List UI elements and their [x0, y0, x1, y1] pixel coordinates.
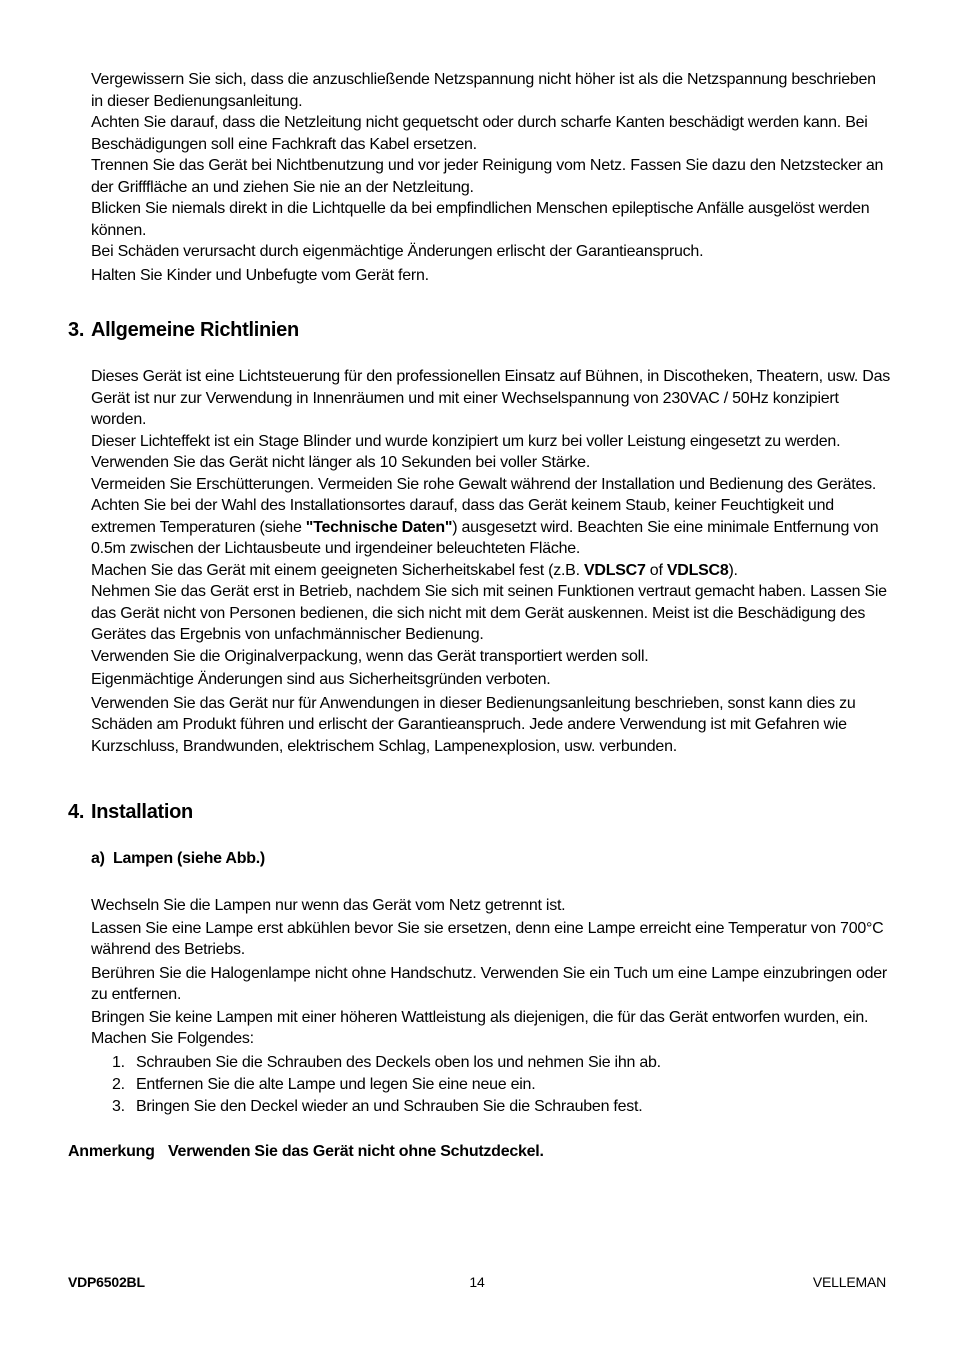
paragraph: Wechseln Sie die Lampen nur wenn das Gerät vom Netz getrennt ist. — [91, 897, 566, 914]
paragraph: Verwenden Sie die Originalverpackung, wenn das Gerät transportiert werden soll. — [91, 647, 649, 665]
step-number: 2. — [112, 1076, 125, 1093]
page-number: 14 — [469, 1274, 485, 1290]
product-code-vdlsc8: VDLSC8 — [666, 561, 729, 579]
step-number: 1. — [112, 1054, 125, 1071]
intro-paragraph: Trennen Sie das Gerät bei Nichtbenutzung und vor jeder Reinigung vom Netz. Fassen Sie dazu den Netzstecker an der Grifffläche an und ziehen Sie nie an der Netzleitung. — [91, 157, 884, 196]
intro-paragraph: Blicken Sie niemals direkt in die Lichtquelle da bei empfindlichen Menschen epileptische Anfälle ausgelöst werden können. — [91, 200, 870, 239]
subsection-heading — [91, 850, 265, 868]
step-text: Bringen Sie den Deckel wieder an und Schrauben Sie die Schrauben fest. — [136, 1098, 643, 1115]
section-4-heading — [68, 801, 193, 824]
paragraph: Berühren Sie die Halogenlampe nicht ohne Handschutz. Verwenden Sie ein Tuch um eine Lampe einzubringen oder zu entfernen. — [91, 964, 888, 1003]
paragraph — [91, 495, 891, 560]
paragraph: Eigenmächtige Änderungen sind aus Sicherheitsgründen verboten. — [91, 671, 551, 688]
steps-list — [112, 1052, 892, 1118]
section-title: Allgemeine Richtlinien — [91, 319, 299, 341]
section-3-body — [91, 366, 891, 757]
subsection-number: a) — [91, 850, 105, 867]
section-4-body — [91, 895, 891, 1050]
paragraph: Dieses Gerät ist eine Lichtsteuerung für den professionellen Einsatz auf Bühnen, in Discotheken, Theatern, usw. Das Gerät ist nur zur Verwendung in Innenräumen und mit einer Wechselspannung von 230VAC / 50Hz konzipiert worden. — [91, 368, 890, 428]
footer-model: VDP6502BL — [68, 1274, 145, 1290]
intro-paragraph: Bei Schäden verursacht durch eigenmächtige Änderungen erlischt der Garantieanspruch. — [91, 243, 704, 260]
intro-paragraph: Halten Sie Kinder und Unbefugte vom Gerät fern. — [91, 266, 429, 284]
section-number: 4. — [68, 801, 85, 823]
reference-technische-daten: "Technische Daten" — [305, 518, 453, 536]
intro-safety-block — [91, 69, 891, 286]
section-number: 3. — [68, 319, 85, 341]
product-code-vdlsc7: VDLSC7 — [583, 561, 646, 579]
step-text: Entfernen Sie die alte Lampe und legen Sie eine neue ein. — [136, 1076, 536, 1093]
note-text: Verwenden Sie das Gerät nicht ohne Schutzdeckel. — [168, 1143, 544, 1160]
intro-paragraph: Vergewissern Sie sich, dass die anzuschließende Netzspannung nicht höher ist als die Netzspannung beschrieben in dieser Bedienungsanleitung. — [91, 71, 876, 110]
intro-paragraph: Achten Sie darauf, dass die Netzleitung nicht gequetscht oder durch scharfe Kanten beschädigt werden kann. Bei Beschädigungen soll eine Fachkraft das Kabel ersetzen. — [91, 114, 868, 153]
paragraph: Dieser Lichteffekt ist ein Stage Blinder und wurde konzipiert um kurz bei voller Leistung eingesetzt zu werden. Verwenden Sie das Gerät nicht länger als 10 Sekunden bei voller Stärke. — [91, 432, 841, 471]
list-item — [112, 1096, 892, 1118]
text-run: Achten Sie bei der Wahl des Installationsortes darauf, dass das Gerät keinem Staub, keiner Feuchtigkeit und extremen Temperaturen (siehe — [91, 497, 834, 536]
list-item — [112, 1052, 892, 1074]
step-number: 3. — [112, 1098, 125, 1115]
list-item — [112, 1074, 892, 1096]
paragraph — [91, 560, 891, 582]
paragraph: Lassen Sie eine Lampe erst abkühlen bevor Sie sie ersetzen, denn eine Lampe erreicht eine Temperatur von 700°C während des Betriebs. — [91, 919, 884, 958]
text-run: Machen Sie das Gerät mit einem geeigneten Sicherheitskabel fest (z.B. — [91, 561, 584, 579]
paragraph: Nehmen Sie das Gerät erst in Betrieb, nachdem Sie sich mit seinen Funktionen vertraut gemacht haben. Lassen Sie das Gerät nicht von Personen bedienen, die sich nicht mit dem Gerät auskennen. Meist ist die Beschädigung des Gerätes das Ergebnis von unfachmännischer Bedienung. — [91, 583, 887, 643]
text-run: of — [645, 561, 667, 579]
note-label: Anmerkung — [68, 1143, 155, 1160]
note — [68, 1143, 544, 1161]
paragraph: Vermeiden Sie Erschütterungen. Vermeiden Sie rohe Gewalt während der Installation und Bedienung des Gerätes. — [91, 475, 877, 493]
step-text: Schrauben Sie die Schrauben des Deckels oben los und nehmen Sie ihn ab. — [136, 1054, 661, 1071]
paragraph: Verwenden Sie das Gerät nur für Anwendungen in dieser Bedienungsanleitung beschrieben, sonst kann dies zu Schäden am Produkt führen und erlischt der Garantieanspruch. Jede andere Verwendung ist mit Gefahren wie Kurzschluss, Brandwunden, elektrischem Schlag, Lampenexplosion, usw. verbunden. — [91, 694, 856, 755]
section-title: Installation — [91, 801, 193, 823]
footer-brand: VELLEMAN — [812, 1274, 886, 1290]
text-run: ) ausgesetzt wird. Beachten Sie eine minimale Entfernung von 0.5m zwischen der Lichtausbeute und irgendeiner beleuchteten Fläche. — [91, 518, 879, 557]
paragraph: Bringen Sie keine Lampen mit einer höheren Wattleistung als diejenigen, die für das Gerät entworfen wurden, ein. Machen Sie Folgendes: — [91, 1008, 869, 1047]
section-3-heading — [68, 319, 299, 342]
subsection-title: Lampen (siehe Abb.) — [113, 850, 266, 867]
text-run: ). — [728, 561, 738, 579]
